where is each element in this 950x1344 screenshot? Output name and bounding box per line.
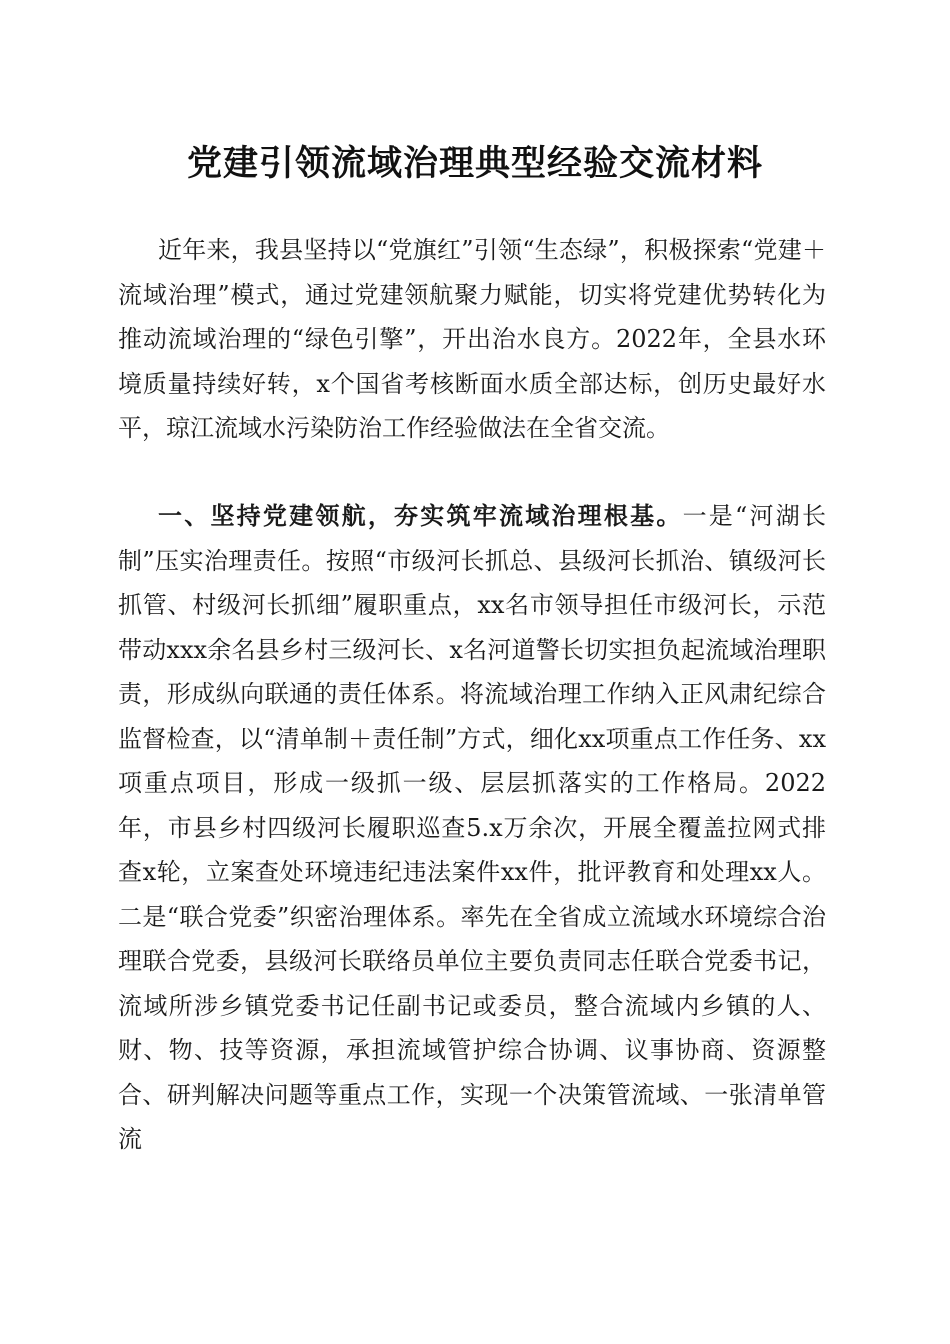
document-title: 党建引领流域治理典型经验交流材料 (186, 143, 763, 184)
section-one-heading: 一、坚持党建领航，夯实筑牢流域治理根基。 (158, 502, 683, 530)
intro-paragraph-text: 近年来，我县坚持以“党旗红”引领“生态绿”，积极探索“党建＋流域治理”模式，通过党建领航聚力赋能，切实将党建优势转化为推动流域治理的“绿色引擎”，开出治水良方。2022年，全县水环境质量持续好转，x个国省考核断面水质全部达标，创历史最好水平，琼江流域水污染防治工作经验做法在全省交流。 (118, 236, 826, 442)
intro-paragraph (118, 228, 826, 451)
section-one-text: 一是“河湖长制”压实治理责任。按照“市级河长抓总、县级河长抓治、镇级河长抓管、村级河长抓细”履职重点，xx名市领导担任市级河长，示范带动xxx余名县乡村三级河长、x名河道警长切实担负起流域治理职责，形成纵向联通的责任体系。将流域治理工作纳入正风肃纪综合监督检查，以“清单制＋责任制”方式，细化xx项重点工作任务、xx项重点项目，形成一级抓一级、层层抓落实的工作格局。2022年，市县乡村四级河长履职巡查5.x万余次，开展全覆盖拉网式排查x轮，立案查处环境违纪违法案件xx件，批评教育和处理xx人。二是“联合党委”织密治理体系。率先在全省成立流域水环境综合治理联合党委，县级河长联络员单位主要负责同志任联合党委书记，流域所涉乡镇党委书记任副书记或委员，整合流域内乡镇的人、财、物、技等资源，承担流域管护综合协调、议事协商、资源整合、研判解决问题等重点工作，实现一个决策管流域、一张清单管流 (118, 502, 826, 1153)
section-one-paragraph (118, 494, 826, 1162)
